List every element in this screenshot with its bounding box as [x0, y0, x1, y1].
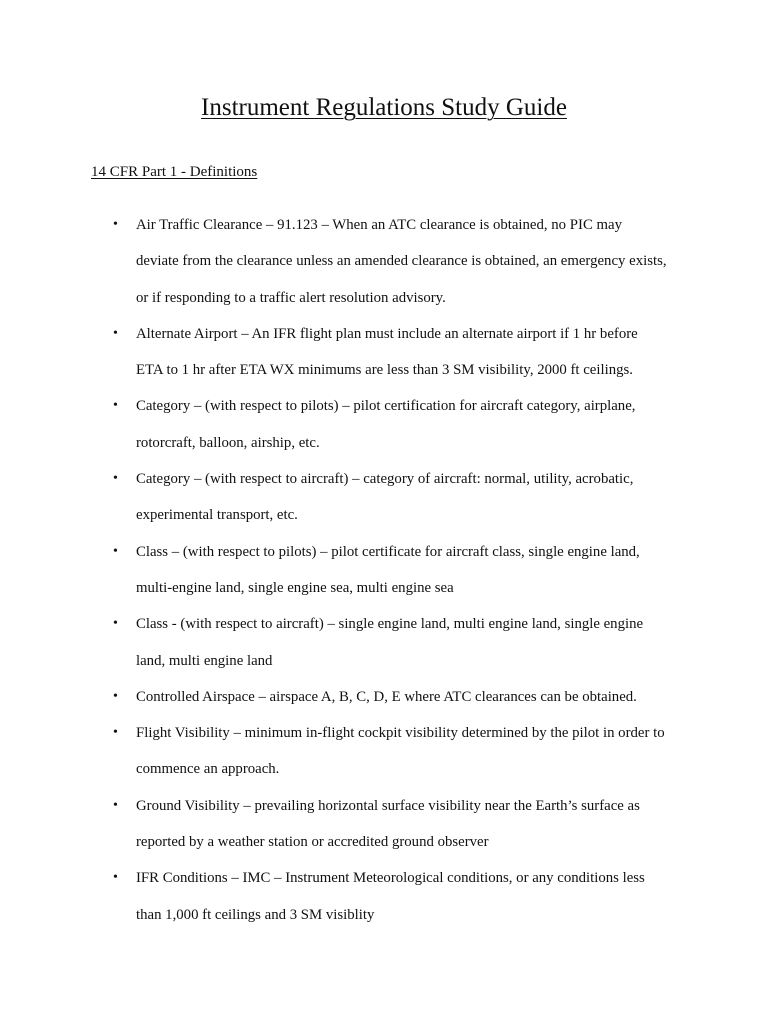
- definition-text: Flight Visibility – minimum in-flight cockpit visibility determined by the pilot in order to commence an approach.: [136, 725, 665, 778]
- definition-text: Category – (with respect to aircraft) – category of aircraft: normal, utility, acrobatic, experimental transport, etc.: [136, 471, 634, 524]
- list-item: [0, 606, 768, 679]
- bullet-icon: •: [113, 398, 118, 414]
- bullet-icon: •: [113, 543, 118, 559]
- bullet-icon: •: [113, 616, 118, 632]
- definitions-list: [0, 207, 768, 933]
- list-item: [0, 461, 768, 534]
- document-title: Instrument Regulations Study Guide: [201, 94, 567, 121]
- bullet-icon: •: [113, 471, 118, 487]
- section-heading: 14 CFR Part 1 - Definitions: [91, 164, 258, 180]
- bullet-icon: •: [113, 217, 118, 232]
- list-item: [0, 316, 768, 389]
- list-item: [0, 788, 768, 861]
- list-item: [0, 207, 768, 316]
- list-item: [0, 679, 768, 715]
- bullet-icon: •: [113, 725, 118, 741]
- definition-text: IFR Conditions – IMC – Instrument Meteorological conditions, or any conditions less than 1,000 ft ceilings and 3 SM visiblity: [136, 870, 645, 923]
- definition-text: Ground Visibility – prevailing horizontal surface visibility near the Earth’s surface as reported by a weather station or accredited ground observer: [136, 797, 640, 851]
- definition-text: Alternate Airport – An IFR flight plan must include an alternate airport if 1 hr before ETA to 1 hr after ETA WX minimums are less than 3 SM visibility, 2000 ft ceilings.: [136, 325, 638, 379]
- definition-text: Air Traffic Clearance – 91.123 – When an ATC clearance is obtained, no PIC may deviate from the clearance unless an amended clearance is obtained, an emergency exists, or if responding to a traffic alert resolution advisory.: [136, 217, 667, 306]
- definition-text: Controlled Airspace – airspace A, B, C, D, E where ATC clearances can be obtained.: [136, 688, 637, 705]
- definition-text: Class – (with respect to pilots) – pilot certificate for aircraft class, single engine land, multi-engine land, single engine sea, multi engine sea: [136, 543, 640, 596]
- bullet-icon: •: [113, 797, 118, 813]
- list-item: [0, 860, 768, 933]
- bullet-icon: •: [113, 870, 118, 886]
- list-item: [0, 388, 768, 461]
- list-item: [0, 715, 768, 788]
- bullet-icon: •: [113, 325, 118, 341]
- definition-text: Class - (with respect to aircraft) – single engine land, multi engine land, single engine land, multi engine land: [136, 616, 644, 669]
- definition-text: Category – (with respect to pilots) – pilot certification for aircraft category, airplane, rotorcraft, balloon, airship, etc.: [136, 398, 636, 451]
- bullet-icon: •: [113, 688, 118, 704]
- list-item: [0, 534, 768, 607]
